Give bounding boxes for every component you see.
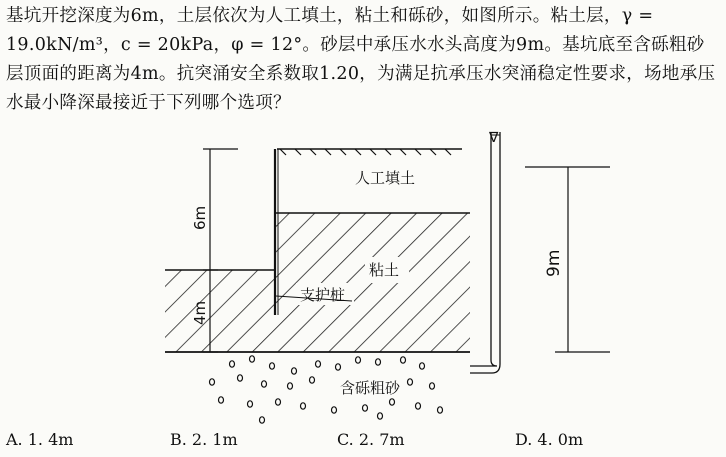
option-d[interactable]: D. 4. 0m (515, 430, 584, 449)
question-text: 基坑开挖深度为6m，土层依次为人工填土，粘土和砾砂，如图所示。粘土层，γ = 19.0kN/m³，c = 20kPa，φ = 12°。砂层中承压水水头高度为9m。基坑底至含砾粗砂层顶面的距离为4m。抗突涌安全系数取1.20，为满足抗承压水突涌稳定性要求，场地承压水最小降深最接近于下列哪个选项？ (6, 6, 716, 113)
answer-options (0, 430, 726, 454)
dim-4m-label: 4m (191, 300, 209, 325)
option-b[interactable]: B. 2. 1m (170, 430, 238, 449)
water-level-icon: ∇ (489, 130, 499, 146)
soil-profile-diagram (0, 120, 726, 430)
fill-layer-label: 人工填土 (355, 169, 416, 187)
ground-hatch (280, 149, 451, 155)
clay-left-region (165, 270, 275, 352)
pile-label: 支护桩 (300, 286, 346, 304)
option-c[interactable]: C. 2. 7m (337, 430, 405, 449)
piezometer-tube (470, 132, 497, 366)
dim-6m-label: 6m (191, 205, 209, 230)
dim-9m-label: 9m (544, 249, 564, 277)
clay-layer-label: 粘土 (369, 261, 400, 279)
gravel-sand-label: 含砾粗砂 (340, 379, 401, 397)
gravel-dots (210, 356, 443, 423)
option-a[interactable]: A. 1. 4m (6, 430, 74, 449)
